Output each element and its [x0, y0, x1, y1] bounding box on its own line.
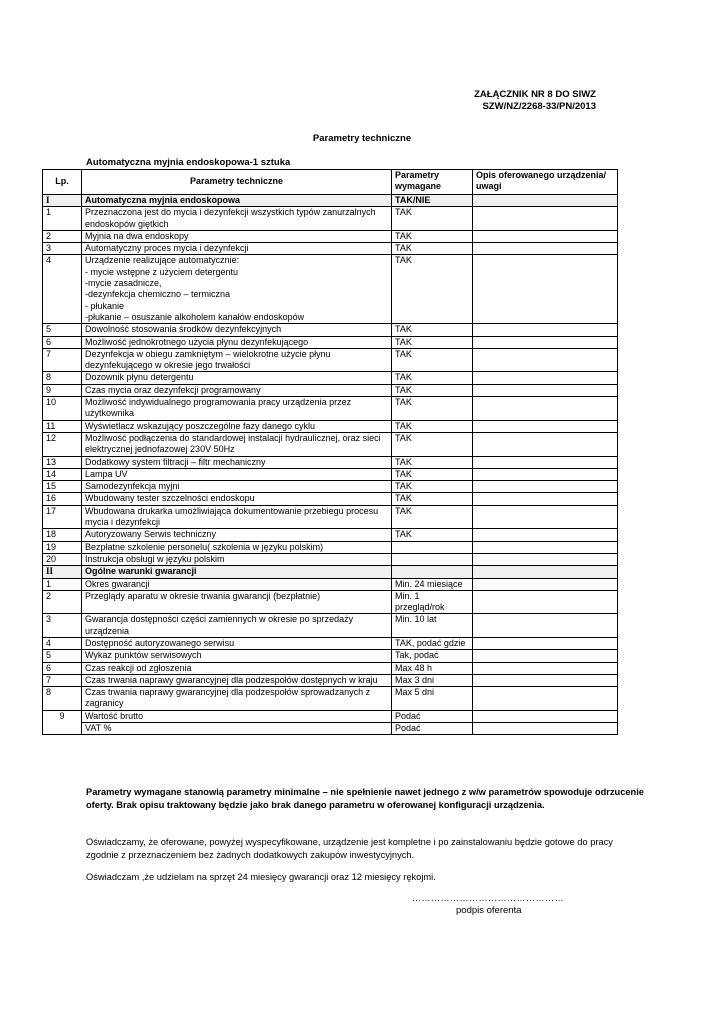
table-row	[43, 710, 618, 722]
row-required: TAK	[392, 432, 473, 456]
row-required: TAK	[392, 230, 473, 242]
row-description	[473, 420, 618, 432]
row-param: Wbudowany tester szczelności endoskopu	[82, 493, 392, 505]
row-required: Min. 10 lat	[392, 614, 473, 638]
table-row	[43, 614, 618, 638]
row-required: TAK	[392, 481, 473, 493]
row-required: TAK	[392, 336, 473, 348]
row-lp: 9	[43, 384, 82, 396]
row-lp: 6	[43, 336, 82, 348]
row-param: Przeglądy aparatu w okresie trwania gwarancji (bezpłatnie)	[82, 590, 392, 614]
header-param: Parametry techniczne	[82, 170, 392, 195]
case-reference: SZW/NZ/2268-33/PN/2013	[482, 101, 596, 112]
row-required: TAK	[392, 529, 473, 541]
table-row	[43, 243, 618, 255]
row-description	[473, 243, 618, 255]
row-lp: 6	[43, 662, 82, 674]
row-description	[473, 529, 618, 541]
row-required	[392, 541, 473, 553]
row-param: Możliwość indywidualnego programowania pracy urządzenia przez użytkownika	[82, 397, 392, 421]
table-row	[43, 324, 618, 336]
row-description	[473, 637, 618, 649]
section-description	[473, 195, 618, 207]
section-lp: I	[43, 195, 82, 207]
row-required: Max 48 h	[392, 662, 473, 674]
row-param: Wyświetlacz wskazujący poszczególne fazy danego cyklu	[82, 420, 392, 432]
row-description	[473, 324, 618, 336]
row-required: Min. 1 przegląd/rok	[392, 590, 473, 614]
declaration-complete: Oświadczamy, że oferowane, powyżej wyspecyfikowane, urządzenie jest kompletne i po zainstalowaniu będzie gotowe do pracy zgodnie z przeznaczeniem bez żadnych dodatkowych zakupów inwestycyjnych.	[86, 837, 613, 860]
row-param: Dodatkowy system filtracji – filtr mechaniczny	[82, 456, 392, 468]
row-required: Min. 24 miesiące	[392, 578, 473, 590]
row-required: TAK	[392, 397, 473, 421]
row-required: Max 3 dni	[392, 674, 473, 686]
table-row	[43, 650, 618, 662]
row-required: TAK	[392, 493, 473, 505]
row-required: Podać	[392, 723, 473, 735]
row-required: TAK	[392, 505, 473, 529]
row-lp: 4	[43, 255, 82, 324]
row-required: Max 5 dni	[392, 687, 473, 711]
table-row	[43, 723, 618, 735]
section-row	[43, 566, 618, 578]
table-row	[43, 372, 618, 384]
row-required: TAK	[392, 468, 473, 480]
section-description	[473, 566, 618, 578]
row-description	[473, 553, 618, 565]
table-row	[43, 456, 618, 468]
row-lp: 15	[43, 481, 82, 493]
row-lp: 5	[43, 650, 82, 662]
row-required: TAK	[392, 384, 473, 396]
table-row	[43, 687, 618, 711]
device-subtitle: Automatyczna myjnia endoskopowa-1 sztuka	[86, 157, 291, 168]
row-lp: 17	[43, 505, 82, 529]
row-description	[473, 650, 618, 662]
row-lp: 3	[43, 614, 82, 638]
row-param: Dezynfekcja w obiegu zamkniętym – wielokrotne użycie płynu dezynfekującego w okresie jego trwałości	[82, 348, 392, 372]
row-required: Podać	[392, 710, 473, 722]
row-lp: 16	[43, 493, 82, 505]
row-lp: 12	[43, 432, 82, 456]
row-description	[473, 397, 618, 421]
table-row	[43, 468, 618, 480]
row-lp: 5	[43, 324, 82, 336]
row-lp: 13	[43, 456, 82, 468]
row-param: Czas reakcji od zgłoszenia	[82, 662, 392, 674]
table-row	[43, 590, 618, 614]
row-description	[473, 481, 618, 493]
table-row	[43, 505, 618, 529]
table-row	[43, 541, 618, 553]
row-lp: 2	[43, 590, 82, 614]
table-row	[43, 529, 618, 541]
table-row	[43, 207, 618, 231]
row-required: TAK	[392, 255, 473, 324]
table-row	[43, 336, 618, 348]
row-lp: 2	[43, 230, 82, 242]
row-description	[473, 468, 618, 480]
row-lp: 18	[43, 529, 82, 541]
row-description	[473, 456, 618, 468]
row-lp: 11	[43, 420, 82, 432]
table-row	[43, 481, 618, 493]
row-description	[473, 541, 618, 553]
row-description	[473, 348, 618, 372]
page-title: Parametry techniczne	[312, 133, 412, 144]
row-param: Wykaz punktów serwisowych	[82, 650, 392, 662]
table-row	[43, 432, 618, 456]
row-lp: 4	[43, 637, 82, 649]
section-lp: II	[43, 566, 82, 578]
row-description	[473, 505, 618, 529]
declaration-warranty: Oświadczam ,że udzielam na sprzęt 24 miesięcy gwarancji oraz 12 miesięcy rękojmi.	[86, 872, 436, 882]
table-row	[43, 255, 618, 324]
row-param: Instrukcja obsługi w języku polskim	[82, 553, 392, 565]
row-required: TAK	[392, 420, 473, 432]
row-param: Wbudowana drukarka umożliwiająca dokumentowanie przebiegu procesu mycia i dezynfekcji	[82, 505, 392, 529]
row-param: Dozownik płynu detergentu	[82, 372, 392, 384]
table-row	[43, 637, 618, 649]
row-param: Dowolność stosowania środków dezynfekcyjnych	[82, 324, 392, 336]
row-param: Autoryzowany Serwis techniczny	[82, 529, 392, 541]
row-required: TAK	[392, 456, 473, 468]
row-description	[473, 372, 618, 384]
table-row	[43, 493, 618, 505]
row-required: TAK	[392, 324, 473, 336]
row-required: TAK, podać gdzie	[392, 637, 473, 649]
table-row	[43, 420, 618, 432]
row-param: Lampa UV	[82, 468, 392, 480]
row-param: VAT %	[82, 723, 392, 735]
spec-table	[42, 169, 618, 735]
row-param: Wartość brutto	[82, 710, 392, 722]
row-description	[473, 207, 618, 231]
row-param: Urządzenie realizujące automatycznie: - mycie wstępne z użyciem detergentu -mycie zasadnicze, -dezynfekcja chemiczno – termiczna - płukanie -płukanie – osuszanie alkoholem kanałów endoskopów	[82, 255, 392, 324]
row-required	[392, 553, 473, 565]
row-param: Dostępność autoryzowanego serwisu	[82, 637, 392, 649]
row-required: TAK	[392, 348, 473, 372]
row-param: Myjnia na dwa endoskopy	[82, 230, 392, 242]
row-lp: 1	[43, 578, 82, 590]
row-required: TAK	[392, 207, 473, 231]
row-lp: 20	[43, 553, 82, 565]
row-description	[473, 384, 618, 396]
row-param: Czas mycia oraz dezynfekcji programowany	[82, 384, 392, 396]
table-row	[43, 397, 618, 421]
row-lp: 10	[43, 397, 82, 421]
header-description: Opis oferowanego urządzenia/ uwagi	[473, 170, 618, 195]
row-description	[473, 255, 618, 324]
row-description	[473, 493, 618, 505]
row-param: Możliwość podłączenia do standardowej instalacji hydraulicznej, oraz sieci elektrycznej jednofazowej 230V 50Hz	[82, 432, 392, 456]
row-param: Samodezynfekcja myjni	[82, 481, 392, 493]
table-row	[43, 230, 618, 242]
row-param: Automatyczny proces mycia i dezynfekcji	[82, 243, 392, 255]
header-lp: Lp.	[43, 170, 82, 195]
row-description	[473, 614, 618, 638]
row-description	[473, 230, 618, 242]
table-row	[43, 348, 618, 372]
row-description	[473, 674, 618, 686]
row-lp: 1	[43, 207, 82, 231]
row-lp: 7	[43, 348, 82, 372]
row-param: Możliwość jednokrotnego użycia płynu dezynfekującego	[82, 336, 392, 348]
annex-number: ZAŁĄCZNIK NR 8 DO SIWZ	[474, 89, 596, 100]
section-name: Ogólne warunki gwarancji	[82, 566, 392, 578]
row-param: Okres gwarancji	[82, 578, 392, 590]
row-param: Czas trwania naprawy gwarancyjnej dla podzespołów dostępnych w kraju	[82, 674, 392, 686]
spec-table-body	[43, 195, 618, 735]
table-row	[43, 578, 618, 590]
row-description	[473, 723, 618, 735]
row-lp: 8	[43, 372, 82, 384]
header-required: Parametry wymagane	[392, 170, 473, 195]
row-description	[473, 578, 618, 590]
row-param: Gwarancja dostępności części zamiennych w okresie po sprzedaży urządzenia	[82, 614, 392, 638]
signature-line: …………………………………………	[412, 893, 564, 903]
row-description	[473, 336, 618, 348]
table-row	[43, 384, 618, 396]
table-row	[43, 674, 618, 686]
row-lp: 19	[43, 541, 82, 553]
row-description	[473, 432, 618, 456]
row-description	[473, 590, 618, 614]
row-param: Czas trwania naprawy gwarancyjnej dla podzespołów sprowadzanych z zagranicy	[82, 687, 392, 711]
section-required: TAK/NIE	[392, 195, 473, 207]
table-header-row	[43, 170, 618, 195]
row-lp: 3	[43, 243, 82, 255]
row-description	[473, 710, 618, 722]
row-description	[473, 687, 618, 711]
row-required: TAK	[392, 372, 473, 384]
section-row	[43, 195, 618, 207]
row-required: TAK	[392, 243, 473, 255]
row-lp: 7	[43, 674, 82, 686]
row-param: Bezpłatne szkolenie personelu( szkolenia w języku polskim)	[82, 541, 392, 553]
row-lp: 14	[43, 468, 82, 480]
section-required	[392, 566, 473, 578]
table-row	[43, 553, 618, 565]
table-row	[43, 662, 618, 674]
row-param: Przeznaczona jest do mycia i dezynfekcji wszystkich typów zanurzalnych endoskopów giętkich	[82, 207, 392, 231]
signature-label: podpis oferenta	[456, 905, 522, 916]
row-lp: 9	[43, 710, 82, 735]
row-lp: 8	[43, 687, 82, 711]
row-required: Tak, podać	[392, 650, 473, 662]
requirements-note: Parametry wymagane stanowią parametry minimalne – nie spełnienie nawet jednego z w/w parametrów spowoduje odrzucenie oferty. Brak opisu traktowany będzie jako brak danego parametru w oferowanej konfiguracji urządzenia.	[86, 787, 644, 810]
row-description	[473, 662, 618, 674]
section-name: Automatyczna myjnia endoskopowa	[82, 195, 392, 207]
